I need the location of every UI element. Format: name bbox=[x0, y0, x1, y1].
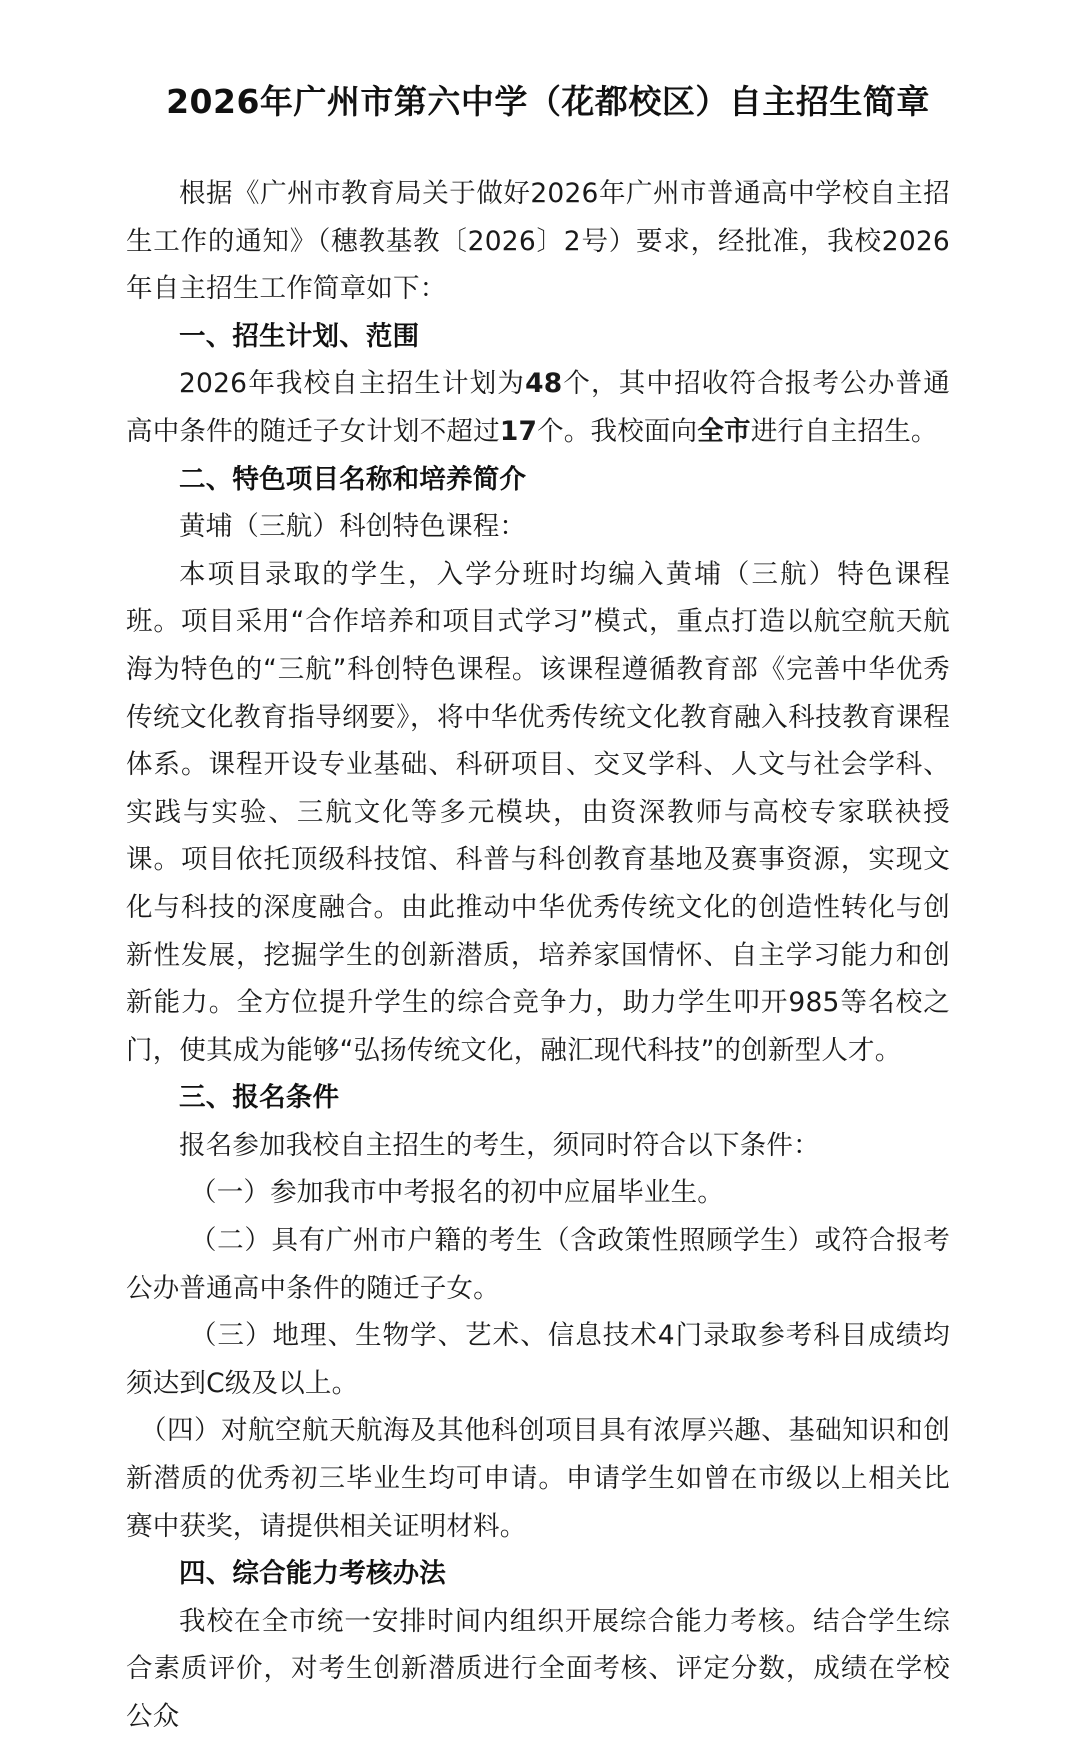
section4-heading: 四、综合能力考核办法 bbox=[179, 1558, 446, 1590]
section1-quota-total: 48 bbox=[525, 368, 563, 400]
section3-item-4: （四）对航空航天航海及其他科创项目具有浓厚兴趣、基础知识和创新潜质的优秀初三毕业生均可申请。申请学生如曾在市级以上相关比赛中获奖，请提供相关证明材料。 bbox=[126, 1415, 950, 1542]
section3-item-2: （二）具有广州市户籍的考生（含政策性照顾学生）或符合报考公办普通高中条件的随迁子女。 bbox=[126, 1225, 950, 1304]
section1-text-2: 个，其中招收符合报考公办普通高中条件的随迁子女计划不超过 bbox=[126, 368, 950, 447]
section1-paragraph bbox=[126, 360, 950, 455]
section1-quota-migrant: 17 bbox=[499, 415, 538, 447]
section3-heading: 三、报名条件 bbox=[179, 1082, 340, 1114]
section4-paragraph: 我校在全市统一安排时间内组织开展综合能力考核。结合学生综合素质评价，对考生创新潜质进行全面考核、评定分数，成绩在学校公众 bbox=[126, 1605, 950, 1732]
document-body bbox=[126, 170, 950, 1741]
section3-item-3: （三）地理、生物学、艺术、信息技术4门录取参考科目成绩均须达到C级及以上。 bbox=[126, 1320, 950, 1399]
section1-text-4: 进行自主招生。 bbox=[750, 415, 938, 447]
section1-text-3: 个。我校面向 bbox=[537, 415, 698, 447]
section2-project-name: 黄埔（三航）科创特色课程： bbox=[179, 511, 527, 543]
section1-text-1: 2026年我校自主招生计划为 bbox=[179, 368, 526, 400]
section3-lead: 报名参加我校自主招生的考生，须同时符合以下条件： bbox=[179, 1129, 820, 1161]
section2-heading: 二、特色项目名称和培养简介 bbox=[179, 463, 527, 495]
section1-heading: 一、招生计划、范围 bbox=[179, 320, 420, 352]
section1-scope: 全市 bbox=[697, 415, 751, 447]
section3-item-1: （一）参加我市中考报名的初中应届毕业生。 bbox=[190, 1177, 724, 1209]
document-title: 2026年广州市第六中学（花都校区）自主招生简章 bbox=[166, 82, 930, 121]
intro-paragraph: 根据《广州市教育局关于做好2026年广州市普通高中学校自主招生工作的通知》（穗教基教〔2026〕2号）要求，经批准，我校2026年自主招生工作简章如下： bbox=[126, 178, 950, 305]
section2-paragraph: 本项目录取的学生，入学分班时均编入黄埔（三航）特色课程班。项目采用“合作培养和项目式学习”模式，重点打造以航空航天航海为特色的“三航”科创特色课程。该课程遵循教育部《完善中华优秀传统文化教育指导纲要》，将中华优秀传统文化教育融入科技教育课程体系。课程开设专业基础、科研项目、交叉学科、人文与社会学科、实践与实验、三航文化等多元模块，由资深教师与高校专家联袂授课。项目依托顶级科技馆、科普与科创教育基地及赛事资源，实现文化与科技的深度融合。由此推动中华优秀传统文化的创造性转化与创新性发展，挖掘学生的创新潜质，培养家国情怀、自主学习能力和创新能力。全方位提升学生的综合竞争力，助力学生叩开985等名校之门，使其成为能够“弘扬传统文化，融汇现代科技”的创新型人才。 bbox=[126, 558, 950, 1066]
